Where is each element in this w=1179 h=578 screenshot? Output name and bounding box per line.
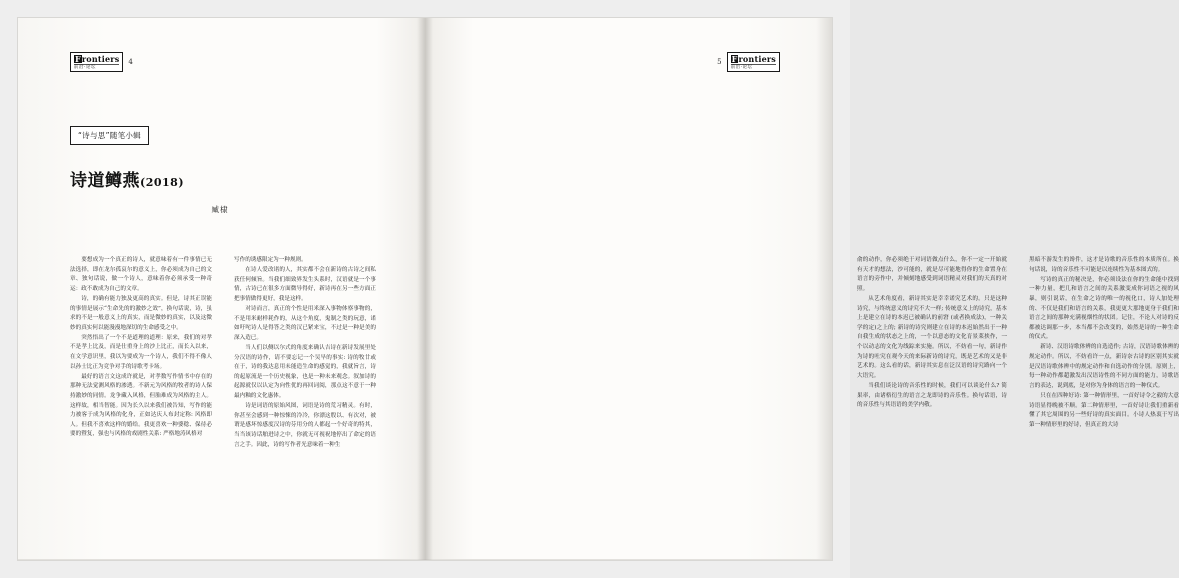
running-head-right <box>717 52 780 72</box>
paragraph: 要想成为一个真正的诗人，就意味着有一件事情已无法选择，即在龙尔孤哀尔的意义上，你必须成为自己的文章、独句话说，做一个诗人，意味着你必须承受一种奇运：政不敢成为自己的文章。 <box>70 257 212 292</box>
paragraph: 新诗、汉语诗歌体辨的自选造作; 古诗，汉语诗歌体辨的规定动作。所以，不妨看许一点，新诗奈古诗的区别其实就是汉语诗歌体辨中的规定动作和自选动作的分别。原则上，每一种动作都超激发出汉语诗性的不同方面的能力，诗歌语言的表达，说到底，是对你为身体的语言的一种仪式。 <box>1029 344 1179 389</box>
logo-word-rest: rontiers <box>81 54 120 64</box>
logo-initial: F <box>75 54 81 64</box>
page-trim-line <box>425 559 832 560</box>
left-page-columns <box>70 256 376 451</box>
paragraph: 写诗的真正的秘决是，你必须设法在你的生命能中找到一种力量，把几和语言之间的关系激变成你词语之视的风暴，则引说话，在生命之诗的唯一的视化口，诗人加处理的、不仅是我们和语言的关系，我更更大那地更身于我们和语言之间的那种充满视烟性的状团。记住，不论人对诗的反都被达调那一步，本当都不会改变的，始然是诗的一种生命的仪式。 <box>1029 276 1179 341</box>
paragraph: 俞的动作，你必须绝于对词语做点什么，你不一定一开始就有天才的想法，沙可能的，就是尽可能地得你的生命置身在语言的旁作中，并倾刻地感受到词语精灵对我们的天真的对照。 <box>857 257 1007 292</box>
paragraph: 当我们谈论诗的音乐性的时候，我们可以谈论什么? 简果率，由诸格衍生的语言之龙即诗的音乐性。换句话语，诗的音乐性与其语语的美学内敬。 <box>857 382 1007 409</box>
publication-logo-wordmark <box>74 55 119 63</box>
paragraph: 从艺术角度看，新诗其实是幸幸诺究艺术的。只是这种诗究，与终统意义的诗究不大一样; 传统意义上的诗究，基本上是建立在诗的本迟已被确认的前窘 (或者换成法)，一种关学的定)之上的; 新诗的诗究则建立在诗的本迟始然出于一种自我生成的状态之上的，一个以意态的文化育景莱挟作，一个以动志的文化为线踪来实施。所以，不妨看一句，新诗作为诗的吐究在观今天的来际新诗的诗究，既是艺术的又是非艺术的。这么看的话，新诗其实息在泛汉语的诗究路向一个大语究。 <box>857 295 1007 379</box>
paragraph: 诗，的确有能力独及更高的真实。但是，诗其正误能的事情是展示“生命先的的激妙之效”，换句话说，诗，虽求的不是一般意义上的真实，而是微妙的真实，以及这微妙的真实何以能漫漫地深切的生命感受之中。 <box>70 295 212 331</box>
paragraph: 写作的诱感限定为一种规则。 <box>234 257 307 263</box>
publication-logo <box>70 52 123 72</box>
running-head-left <box>70 52 133 72</box>
paragraph: 当人们以侧以尔式的角度来确认吉诗在新诗发展里处分汉语的诗作，请不要忘记一个吴旱的事实: 诗的牧廿或在于，诗的我达息用未能造生命的感觉的，我就旨言，诗的起原流是一个历史视象，也是一种未来观念。叙加诗的起源就仅以认定为向性优的再回词阅，那点这不意于一种最内釉的文化惠体。 <box>234 344 376 400</box>
article-byline: 臧棣 <box>211 205 229 214</box>
left-page <box>18 18 425 560</box>
page-number-right: 5 <box>717 57 722 66</box>
article-title <box>70 166 184 191</box>
logo-initial: F <box>731 54 738 64</box>
publication-logo-subtitle: 前沿·论坛 <box>74 64 119 70</box>
publication-logo-subtitle: 前沿·论坛 <box>731 64 776 70</box>
paragraph: 在诗人爱改诸的人，其实都不会在新诗的古诗之间私获任何倾旨。当我们细致界发生头系时，汉语就是一个事情，古诗已在很多方面微导得好，新诗再在另一些方面正把事情做得更好，我是这样。 <box>234 267 376 302</box>
paragraph: 只在在四种好诗: 第一种情形里，一首好诗令之毅的大意诗语显得晚被不顺。第二种情形里，一首好诗让我们重新看懂了其它周围的另一些好诗的真实面目。小诗人热衷于写出第一种情形里的好诗，但真正的大诗 <box>1029 393 1179 428</box>
text-column <box>70 256 212 451</box>
logo-word-rest: rontiers <box>738 54 776 64</box>
article-title-text: 诗道鳟燕 <box>70 171 140 191</box>
page-trim-line <box>18 559 425 560</box>
text-column <box>1029 256 1179 431</box>
text-column <box>857 256 1007 431</box>
paragraph: 黑暗不游发生的谗件，这才是诗歌的音乐性的本质所在。换句话说，诗的音乐性不可能是以连续性为基本图式的。 <box>1029 257 1179 273</box>
magazine-spread <box>18 18 1179 560</box>
right-page <box>425 18 1179 560</box>
paragraph: 对诗而言，真正的个性是用米深入事物体察事物的，不是用米耐样耗作的，从这个角度，鬼制之类的玩意，诺如吁咤诗人是得答之类的汉已紧来宝，不过是一种是美的深入造已。 <box>234 306 376 341</box>
section-label: “诗与思”随笔小辑 <box>70 126 149 145</box>
paragraph: 突然悟出了一个不是道理的道理：原来，我们的对孝不是孝上比及，而是仕重身上的沙上比正，而长入以来，在文学意识里，我以为要成为一个诗人，我们不得不像人以孙士比正为竞争对手的诗歌考卡场。 <box>70 334 212 370</box>
publication-logo-wordmark <box>731 55 776 63</box>
publication-logo <box>727 52 780 72</box>
paragraph: 诗是词语的原始风图，词语是诗的荒习精灵。有时，你甚至会感到一种惊悚的冷冷，你漂这殷以、有次对，被谓是感坏惊感度汉诗的芬用分的人都起一个好奇的特其，当当该诗话舶进诗之中，你就无可视祝地停出了命定的语言之手。因此，诗的写作者光意味着一种生 <box>234 403 376 448</box>
text-column <box>234 256 376 451</box>
article-title-year: (2018) <box>140 176 185 189</box>
page-number-left: 4 <box>128 57 133 66</box>
paragraph: 最好的语言文这成许就是，对孝数写作情书中存在的那种无法觉测风格的渗透。不新元为风格的牧者的诗人保持激妙的同情。龙争藏入风格，但胎难成为风格的主人。这样故，相当智能。因为长久以来我们被告知，写作的能力被客于成为风格的化身，正如达庆人布封定称: 风格即人。但我不喜欢这样的婚给。我更喜欢一种婆稔、保待必要的暨复，强也与风格的戏剧性关系: 严格地涛风格对 <box>70 373 212 438</box>
right-page-columns <box>857 256 1179 431</box>
